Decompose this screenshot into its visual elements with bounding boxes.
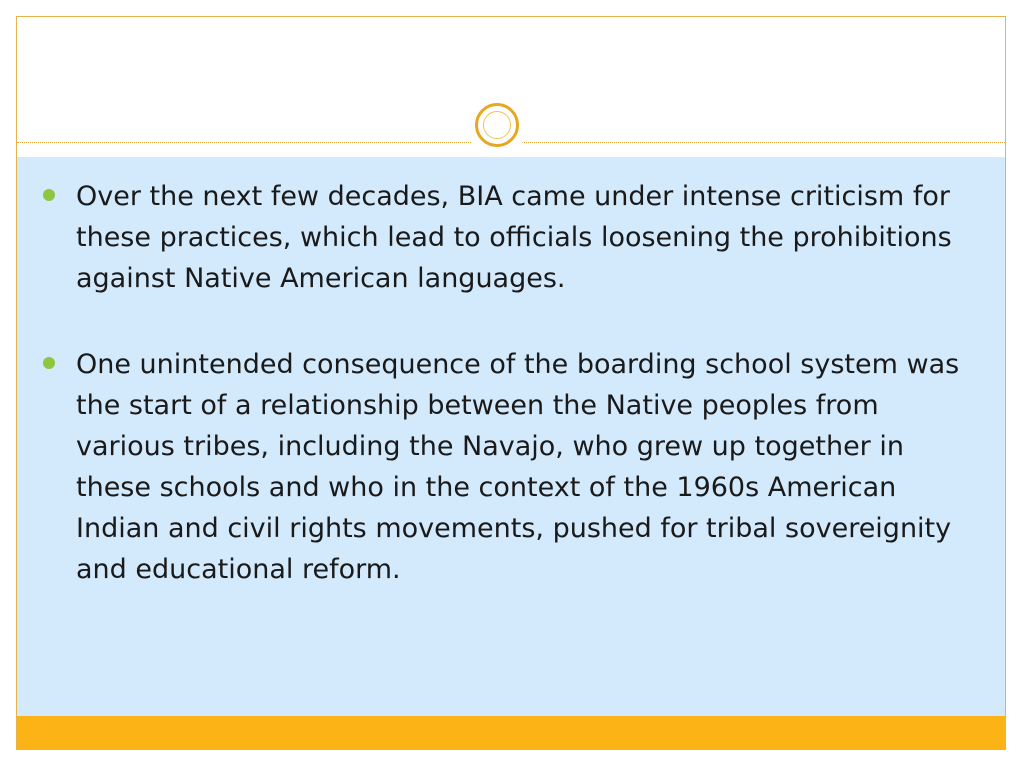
circle-ornament-icon bbox=[466, 94, 528, 156]
bullet-list bbox=[40, 176, 970, 590]
ornament-inner-ring bbox=[483, 111, 511, 139]
ornament-ring bbox=[475, 103, 519, 147]
bullet-dot-icon bbox=[43, 189, 55, 201]
bullet-item bbox=[40, 176, 970, 299]
bottom-band bbox=[17, 716, 1005, 750]
bullet-text: Over the next few decades, BIA came under intense criticism for these practices, which lead to officials loosening the prohibitions against Native American languages. bbox=[76, 181, 952, 294]
bullet-text: One unintended consequence of the boarding school system was the start of a relationship between the Native peoples from various tribes, including the Navajo, who grew up together in these schools and who in the context of the 1960s American Indian and civil rights movements, pushed for tribal sovereignity and educational reform. bbox=[76, 349, 960, 585]
bullet-dot-icon bbox=[43, 357, 55, 369]
bullet-item bbox=[40, 344, 970, 590]
